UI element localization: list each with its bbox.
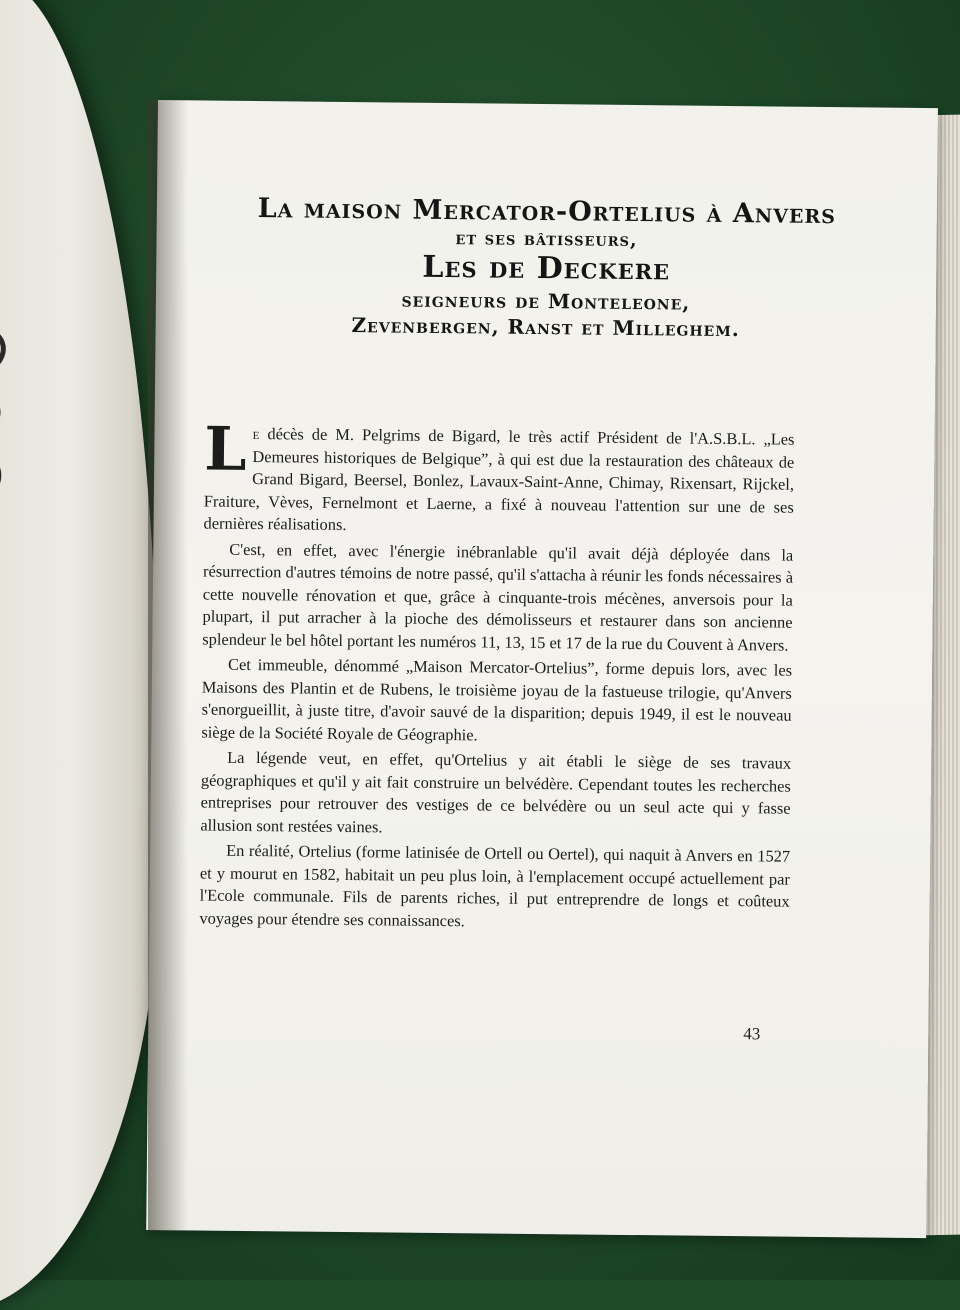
book-page — [146, 100, 938, 1238]
heading-line-2: et ses bâtisseurs, — [455, 227, 638, 252]
chapter-heading — [216, 193, 877, 344]
ornament-icon — [0, 320, 15, 550]
page-number: 43 — [743, 1024, 761, 1044]
body-text — [199, 414, 795, 939]
paragraph-1-text: décès de M. Pelgrims de Bigard, le très actif Président de l'A.S.B.L. „Les Demeures historiques de Belgique”, à qui est due la restauration des châteaux de Grand Bigard, Beersel, Bonlez, Lavaux-Saint-Anne, Chimay, Rixensart, Rijckel, Fraiture, Vèves, Fernelmont et Laerne, a fixé à nouveau l'attention sur une de ses dernières réalisations. — [203, 424, 795, 534]
paragraph-1 — [203, 414, 795, 542]
gutter-shadow — [148, 100, 188, 1230]
paragraph-5: En réalité, Ortelius (forme latinisée de Ortell ou Oertel), qui naquit à Anvers en 1527 et y mourut en 1582, habitait un peu plus loin, à l'emplacement occupé actuellement par l'Ecole communale. Fils de parents riches, il put entreprendre de longs et coûteux voyages pour étendre ses connaissances. — [199, 840, 791, 930]
heading-line-4: seigneurs de Monteleone, — [401, 287, 691, 315]
heading-line-5: Zevenbergen, Ranst et Milleghem. — [351, 313, 740, 342]
paragraph-3: Cet immeuble, dénommé „Maison Mercator-Ortelius”, forme depuis lors, avec les Maisons des Plantin et de Rubens, le troisième joyau de la fastueuse trilogie, qu'Anvers s'enorgueillit, à juste titre, d'avoir sauvé de la disparition; depuis 1949, il est le nouveau siège de la Société Royale de Géographie. — [201, 654, 793, 744]
heading-line-1: La maison Mercator-Ortelius à Anvers — [257, 193, 837, 231]
paragraph-1-lead: e — [252, 424, 260, 444]
heading-line-3: Les de Deckere — [422, 249, 671, 288]
paragraph-2: C'est, en effet, avec l'énergie inébranlable qu'il avait déjà déployée dans la résurrection d'autres témoins de notre passé, qu'il s'attacha à réunir les fonds nécessaires à cette nouvelle rénovation et que, grâce à cinquante-trois mécènes, anversois pour la plupart, il put arracher à la pioche des démolisseurs et restaurer dans son ancienne splendeur le bel hôtel portant les numéros 11, 13, 15 et 17 de la rue du Couvent à Anvers. — [202, 539, 794, 655]
paragraph-4: La légende veut, en effet, qu'Ortelius y ait établi le siège de ses travaux géographiques et qu'il y ait fait construire un belvédère. Cependant toutes les recherches entreprises pour retrouver des vestiges de ce belvédère ou un seul acte qui y fasse allusion sont restées vaines. — [200, 747, 792, 836]
drop-cap: L — [203, 414, 247, 485]
